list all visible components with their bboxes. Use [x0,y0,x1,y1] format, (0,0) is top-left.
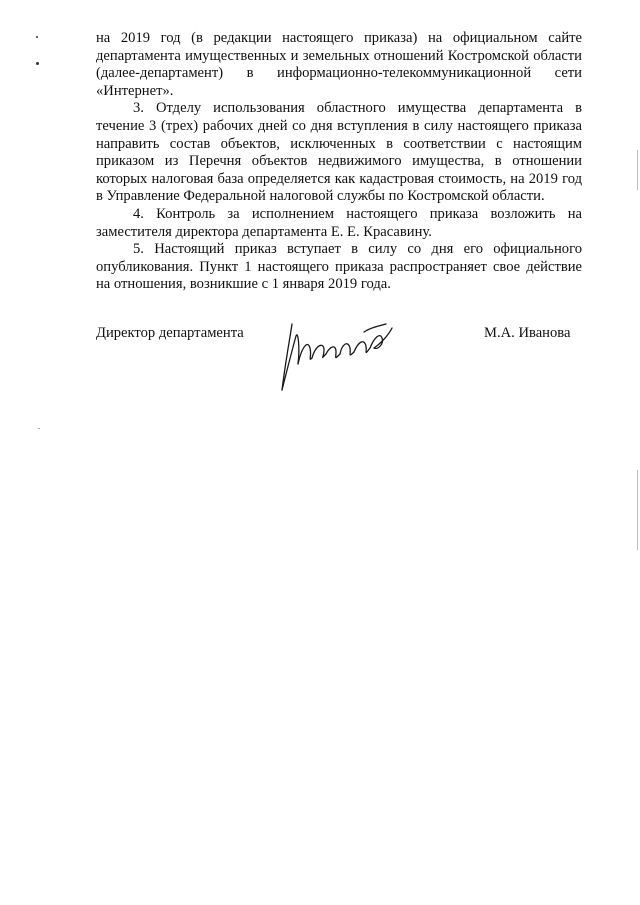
signer-name: М.А. Иванова [484,325,571,341]
document-body [96,30,582,294]
handwritten-signature [278,318,408,396]
scan-speck [38,428,40,429]
scan-edge-mark [637,150,638,190]
position-title: Директор департамента [96,325,244,341]
paragraph-item-5: 5. Настоящий приказ вступает в силу со дня его официального опубликования. Пункт 1 настоящего приказа распространяет свое действие на отношения, возникшие с 1 января 2019 года. [96,241,582,293]
scan-edge-mark [637,470,638,550]
scan-speck [36,36,38,38]
scan-speck [36,62,39,65]
paragraph-item-3: 3. Отделу использования областного имущества департамента в течение 3 (трех) рабочих дней со дня вступления в силу настоящего приказа направить состав объектов, исключенных в соответствии с настоящим приказом из Перечня объектов недвижимого имущества, в отношении которых налоговая база определяется как кадастровая стоимость, на 2019 год в Управление Федеральной налоговой службы по Костромской области. [96,100,582,205]
paragraph-item-4: 4. Контроль за исполнением настоящего приказа возложить на заместителя директора департамента Е. Е. Красавину. [96,205,582,240]
paragraph-continuation: на 2019 год (в редакции настоящего приказа) на официальном сайте департамента имущественных и земельных отношений Костромской области (далее-департамент) в информационно-телекоммуникационной сети «Интернет». [96,30,582,99]
